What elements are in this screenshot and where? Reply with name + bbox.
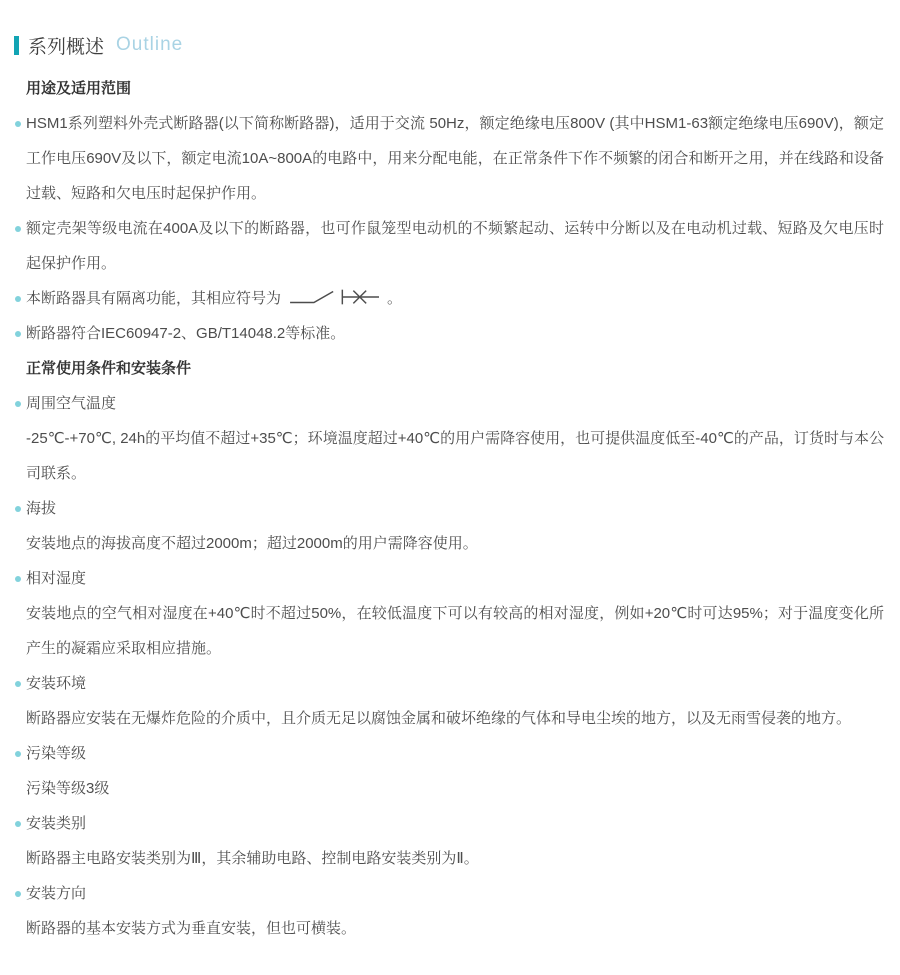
isolation-disconnect-symbol-icon xyxy=(289,286,381,308)
condition-body: 断路器主电路安装类别为Ⅲ，其余辅助电路、控制电路安装类别为Ⅱ。 xyxy=(26,850,479,867)
subheading-usage: 用途及适用范围 xyxy=(26,80,132,97)
bullet-dot-icon xyxy=(15,121,21,127)
list-item xyxy=(26,561,884,596)
condition-label: 安装类别 xyxy=(26,815,87,832)
condition-body: 污染等级3级 xyxy=(26,780,110,797)
condition-body: 断路器的基本安装方式为垂直安装，但也可横装。 xyxy=(26,920,357,937)
section-header xyxy=(14,33,884,57)
bullet-dot-icon xyxy=(15,751,21,757)
page-title: 系列概述 xyxy=(28,36,105,58)
condition-label: 相对湿度 xyxy=(26,570,87,587)
list-item xyxy=(26,106,884,211)
bullet-text: HSM1系列塑料外壳式断路器(以下简称断路器)，适用于交流 50Hz，额定绝缘电压800V (其中HSM1-63额定绝缘电压690V)，额定工作电压690V及以下，额定电流10A~800A的电路中，用来分配电能，在正常条件下作不频繁的闭合和断开之用，并在线路和设备过载、短路和欠电压时起保护作用。 xyxy=(26,115,884,202)
document-content xyxy=(14,71,884,946)
bullet-text xyxy=(26,281,884,316)
list-item xyxy=(26,806,884,841)
isolation-text-prefix: 本断路器具有隔离功能，其相应符号为 xyxy=(26,290,282,307)
bullet-dot-icon xyxy=(15,296,21,302)
condition-body: 安装地点的空气相对湿度在+40℃时不超过50%，在较低温度下可以有较高的相对湿度，例如+20℃时可达95%；对于温度变化所产生的凝霜应采取相应措施。 xyxy=(26,605,884,657)
list-item xyxy=(26,281,884,316)
condition-label: 安装方向 xyxy=(26,885,87,902)
bullet-dot-icon xyxy=(15,506,21,512)
list-item xyxy=(26,211,884,281)
bullet-dot-icon xyxy=(15,576,21,582)
condition-label: 海拔 xyxy=(26,500,57,517)
condition-body: -25℃-+70℃, 24h的平均值不超过+35℃；环境温度超过+40℃的用户需降容使用，也可提供温度低至-40℃的产品，订货时与本公司联系。 xyxy=(26,430,884,482)
condition-body: 安装地点的海拔高度不超过2000m；超过2000m的用户需降容使用。 xyxy=(26,535,478,552)
list-item xyxy=(26,876,884,911)
bullet-dot-icon xyxy=(15,331,21,337)
condition-label: 周围空气温度 xyxy=(26,395,117,412)
list-item xyxy=(26,386,884,421)
accent-bar-icon xyxy=(14,36,19,55)
bullet-dot-icon xyxy=(15,891,21,897)
bullet-dot-icon xyxy=(15,226,21,232)
list-item xyxy=(26,666,884,701)
page-subtitle: Outline xyxy=(116,34,184,55)
list-item xyxy=(26,491,884,526)
bullet-text: 断路器符合IEC60947-2、GB/T14048.2等标准。 xyxy=(26,325,346,342)
bullet-dot-icon xyxy=(15,681,21,687)
bullet-dot-icon xyxy=(15,401,21,407)
condition-label: 安装环境 xyxy=(26,675,87,692)
list-item xyxy=(26,316,884,351)
isolation-text-suffix: 。 xyxy=(387,290,403,307)
condition-body: 断路器应安装在无爆炸危险的介质中，且介质无足以腐蚀金属和破坏绝缘的气体和导电尘埃的地方，以及无雨雪侵袭的地方。 xyxy=(26,710,852,727)
condition-label: 污染等级 xyxy=(26,745,87,762)
bullet-text: 额定壳架等级电流在400A及以下的断路器，也可作鼠笼型电动机的不频繁起动、运转中分断以及在电动机过载、短路及欠电压时起保护作用。 xyxy=(26,220,884,272)
list-item xyxy=(26,736,884,771)
subheading-conditions: 正常使用条件和安装条件 xyxy=(26,360,192,377)
bullet-dot-icon xyxy=(15,821,21,827)
